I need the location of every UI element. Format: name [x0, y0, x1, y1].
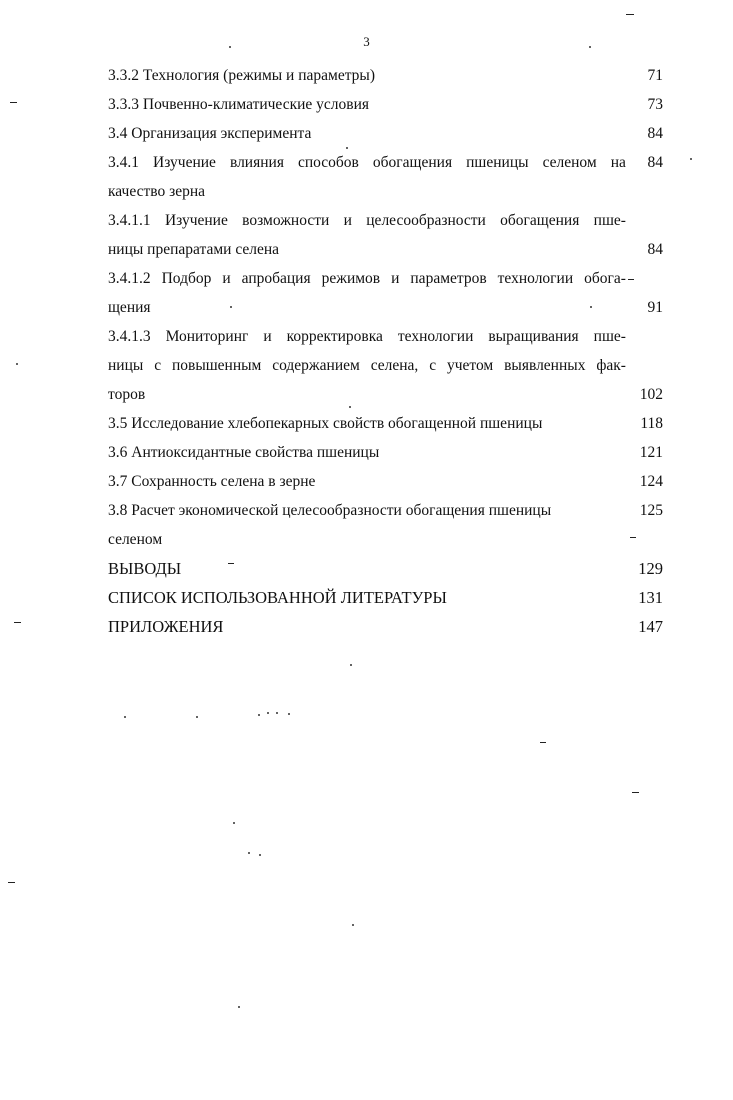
word: технологии [397, 328, 474, 345]
scan-dot [229, 46, 231, 48]
toc-entry-line [108, 269, 626, 289]
scan-dot [230, 306, 232, 308]
word: апробация [241, 270, 311, 287]
toc-entry-page: 131 [638, 588, 663, 607]
scan-dot [589, 46, 591, 48]
word: технологии [497, 270, 574, 287]
scan-dot [124, 716, 126, 718]
word: и [343, 212, 352, 229]
word: выявленных [504, 357, 586, 374]
scan-dot [16, 363, 18, 365]
toc-entry-title: ПРИЛОЖЕНИЯ [108, 617, 224, 636]
toc-entry-line: ницы препаратами селена [108, 241, 280, 258]
word: 3.4.1.1 [108, 212, 151, 229]
toc-entry-title: 3.6 Антиоксидантные свойства пшеницы [108, 444, 380, 461]
word: и [263, 328, 272, 345]
toc-entry-page: 121 [639, 444, 663, 461]
word: с [429, 357, 437, 374]
scan-dot [233, 822, 235, 824]
word: пшеницы [466, 154, 529, 171]
toc-entry-line: селеном [108, 531, 163, 548]
scan-speck [228, 563, 234, 564]
toc-entry-line [108, 356, 626, 376]
toc-entry-title: 3.4 Организация эксперимента [108, 125, 312, 142]
word: и [222, 270, 231, 287]
word: пше- [593, 328, 626, 345]
scan-dot [259, 854, 261, 856]
word: селена, [370, 357, 419, 374]
word: Мониторинг [165, 328, 249, 345]
toc-entry-page: 91 [647, 299, 663, 316]
word: Подбор [161, 270, 212, 287]
scan-dot [690, 158, 692, 160]
word: выращивания [488, 328, 579, 345]
scan-speck [540, 742, 546, 743]
word: фак- [596, 357, 626, 374]
scan-dot [238, 1006, 240, 1008]
word: обогащения [500, 212, 580, 229]
toc-entry-page: 71 [647, 67, 663, 84]
scan-dot [349, 406, 351, 408]
word: режимов [321, 270, 381, 287]
word: с [154, 357, 162, 374]
word: повышенным [171, 357, 262, 374]
scan-dot [248, 852, 250, 854]
toc-entry-page: 147 [638, 617, 663, 636]
toc-entry-title: 3.3.2 Технология (режимы и параметры) [108, 67, 376, 84]
word: содержанием [272, 357, 360, 374]
scan-dot [288, 713, 290, 715]
word: на [610, 154, 626, 171]
toc-entry-title: 3.7 Сохранность селена в зерне [108, 473, 316, 490]
scan-speck [14, 622, 21, 623]
toc-entry-page: 84 [647, 125, 663, 142]
toc-entry-page: 84 [647, 154, 663, 171]
word: селеном [542, 154, 597, 171]
word: возможности [242, 212, 330, 229]
toc-entry-line: торов [108, 386, 146, 403]
toc-entry-page: 129 [638, 559, 663, 578]
scan-dot [276, 712, 278, 714]
word: обогащения [372, 154, 453, 171]
toc-entry-page: 73 [647, 96, 663, 113]
scan-dot [346, 147, 348, 149]
word: 3.4.1 [108, 154, 139, 171]
toc-entry-page: 118 [640, 415, 663, 432]
word: Изучение [164, 212, 228, 229]
toc-entry-line: 3.8 Расчет экономической целесообразности обогащения пшеницы [108, 502, 552, 519]
scan-dot [352, 924, 354, 926]
toc-entry-line: щения [108, 299, 151, 316]
toc-entry-line: качество зерна [108, 183, 206, 200]
word: ницы [108, 357, 144, 374]
toc-entry-page: 84 [647, 241, 663, 258]
toc-entry-title: ВЫВОДЫ [108, 559, 182, 578]
scan-speck [630, 537, 636, 538]
word: параметров [410, 270, 487, 287]
toc-entry-page: 124 [639, 473, 663, 490]
word: и [391, 270, 400, 287]
toc-entry-title: 3.3.3 Почвенно-климатические условия [108, 96, 370, 113]
word: 3.4.1.2 [108, 270, 151, 287]
scan-dot [350, 664, 352, 666]
toc-entry-page: 125 [639, 502, 663, 519]
scan-speck [8, 882, 15, 883]
toc-entry-line [108, 327, 626, 347]
word: 3.4.1.3 [108, 328, 151, 345]
word: Изучение [153, 154, 216, 171]
word: целесообразности [366, 212, 486, 229]
scan-speck [626, 14, 634, 15]
toc-entry-line [108, 211, 626, 231]
word: обога- [584, 270, 626, 287]
word: пше- [593, 212, 626, 229]
scan-dot [196, 716, 198, 718]
word: корректировка [286, 328, 383, 345]
toc-entry-title: СПИСОК ИСПОЛЬЗОВАННОЙ ЛИТЕРАТУРЫ [108, 588, 447, 607]
toc-entry-page: 102 [639, 386, 663, 403]
word: учетом [446, 357, 494, 374]
page-number: 3 [363, 34, 370, 49]
scan-dot [267, 712, 269, 714]
scan-speck [632, 792, 639, 793]
scan-speck [628, 279, 634, 280]
word: способов [297, 154, 359, 171]
scan-dot [258, 714, 260, 716]
toc-entry-title: 3.5 Исследование хлебопекарных свойств обогащенной пшеницы [108, 415, 543, 432]
scan-dot [590, 306, 592, 308]
toc-entry-line [108, 153, 626, 173]
word: влияния [229, 154, 284, 171]
scan-speck [10, 102, 17, 103]
